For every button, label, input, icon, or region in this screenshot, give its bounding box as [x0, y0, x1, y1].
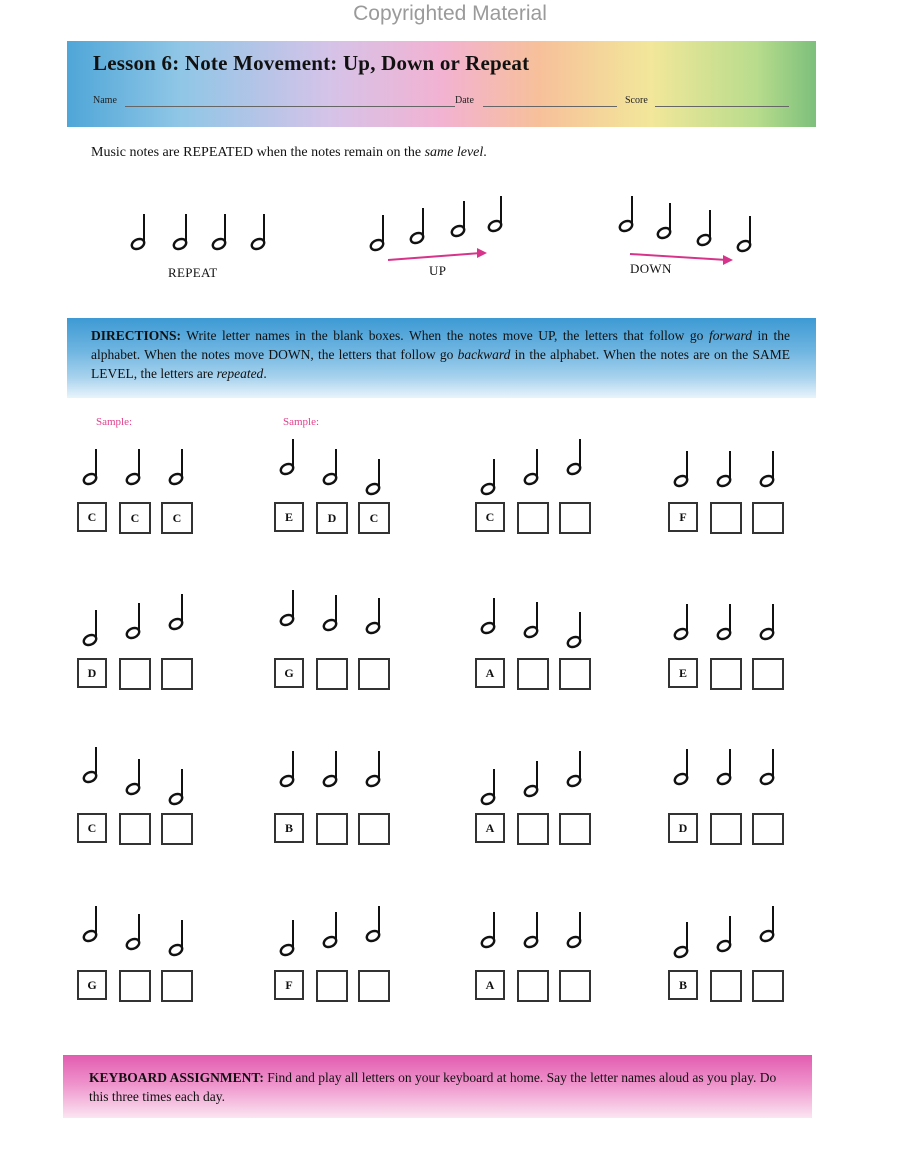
- exercise-note: [168, 769, 184, 806]
- exercise-note: [673, 749, 689, 786]
- letter-box: G: [274, 658, 304, 688]
- up-note: [409, 208, 425, 245]
- repeat-note: [211, 214, 227, 251]
- exercise-note: [279, 920, 295, 957]
- exercise-note: [168, 594, 184, 631]
- up-note: [369, 215, 385, 252]
- down-note: [656, 203, 672, 240]
- keyboard-assignment: KEYBOARD ASSIGNMENT: Find and play all letters on your keyboard at home. Say the letter names aloud as you play. Do this three times each day.: [63, 1055, 812, 1118]
- blank-answer-box[interactable]: [358, 658, 390, 690]
- blank-answer-box[interactable]: [559, 658, 591, 690]
- exercise-note: [716, 749, 732, 786]
- letter-box: C: [358, 502, 390, 534]
- blank-answer-box[interactable]: [316, 813, 348, 845]
- exercise-note: [168, 920, 184, 957]
- exercise-note: [322, 751, 338, 788]
- exercise-note: [322, 912, 338, 949]
- exercise-note: [82, 747, 98, 784]
- blank-answer-box[interactable]: [161, 970, 193, 1002]
- exercise-note: [480, 459, 496, 496]
- letter-box: E: [274, 502, 304, 532]
- exercise-note: [523, 449, 539, 486]
- exercise-note: [125, 759, 141, 796]
- exercise-note: [716, 604, 732, 641]
- letter-box: B: [668, 970, 698, 1000]
- blank-answer-box[interactable]: [517, 658, 549, 690]
- down-note: [736, 216, 752, 253]
- letter-box: C: [161, 502, 193, 534]
- exercise-note: [673, 604, 689, 641]
- letter-box: A: [475, 813, 505, 843]
- blank-answer-box[interactable]: [119, 813, 151, 845]
- down-note: [618, 196, 634, 233]
- blank-answer-box[interactable]: [358, 970, 390, 1002]
- blank-answer-box[interactable]: [358, 813, 390, 845]
- exercise-note: [322, 595, 338, 632]
- repeat-note: [130, 214, 146, 251]
- exercise-note: [716, 916, 732, 953]
- blank-answer-box[interactable]: [559, 970, 591, 1002]
- exercise-note: [523, 761, 539, 798]
- sample-label-2: Sample:: [283, 416, 320, 428]
- blank-answer-box[interactable]: [559, 813, 591, 845]
- letter-box: D: [668, 813, 698, 843]
- exercise-note: [168, 449, 184, 486]
- blank-answer-box[interactable]: [559, 502, 591, 534]
- date-label: Date: [455, 95, 474, 106]
- exercise-note: [279, 439, 295, 476]
- exercise-note: [759, 749, 775, 786]
- down-label: DOWN: [630, 261, 672, 276]
- exercise-note: [365, 598, 381, 635]
- blank-answer-box[interactable]: [517, 502, 549, 534]
- down-note: [696, 210, 712, 247]
- blank-answer-box[interactable]: [710, 970, 742, 1002]
- blank-answer-box[interactable]: [710, 813, 742, 845]
- blank-answer-box[interactable]: [752, 502, 784, 534]
- exercise-note: [279, 590, 295, 627]
- letter-box: D: [77, 658, 107, 688]
- blank-answer-box[interactable]: [710, 502, 742, 534]
- exercise-note: [365, 751, 381, 788]
- exercise-note: [566, 612, 582, 649]
- exercise-note: [566, 751, 582, 788]
- blank-answer-box[interactable]: [752, 970, 784, 1002]
- exercise-note: [125, 914, 141, 951]
- exercise-note: [279, 751, 295, 788]
- letter-box: F: [274, 970, 304, 1000]
- exercise-note: [82, 610, 98, 647]
- letter-box: A: [475, 970, 505, 1000]
- blank-answer-box[interactable]: [517, 970, 549, 1002]
- blank-answer-box[interactable]: [752, 658, 784, 690]
- repeat-label: REPEAT: [168, 265, 218, 280]
- up-label: UP: [429, 263, 447, 278]
- letter-box: C: [119, 502, 151, 534]
- exercise-note: [759, 451, 775, 488]
- letter-box: G: [77, 970, 107, 1000]
- exercise-note: [322, 449, 338, 486]
- down-arrow: [630, 254, 733, 265]
- exercise-note: [716, 451, 732, 488]
- exercise-note: [759, 604, 775, 641]
- sample-label-1: Sample:: [96, 416, 133, 428]
- exercise-note: [125, 603, 141, 640]
- exercise-note: [82, 906, 98, 943]
- watermark: Copyrighted Material: [353, 2, 547, 25]
- blank-answer-box[interactable]: [710, 658, 742, 690]
- letter-box: A: [475, 658, 505, 688]
- letter-box: D: [316, 502, 348, 534]
- blank-answer-box[interactable]: [161, 658, 193, 690]
- exercise-note: [480, 598, 496, 635]
- exercise-note: [480, 769, 496, 806]
- exercise-note: [125, 449, 141, 486]
- exercise-note: [566, 912, 582, 949]
- blank-answer-box[interactable]: [316, 658, 348, 690]
- exercise-note: [82, 449, 98, 486]
- letter-box: C: [475, 502, 505, 532]
- up-arrow: [388, 248, 487, 260]
- letter-box: B: [274, 813, 304, 843]
- exercise-note: [566, 439, 582, 476]
- letter-box: E: [668, 658, 698, 688]
- exercise-note: [365, 459, 381, 496]
- directions-box: DIRECTIONS: Write letter names in the blank boxes. When the notes move UP, the letters that follow go forward in the alphabet. When the notes move DOWN, the letters that follow go backward in the alphabet. When the notes are on the SAME LEVEL, the letters are repeated.: [67, 318, 816, 398]
- intro-text: Music notes are REPEATED when the notes remain on the same level.: [91, 145, 487, 160]
- letter-box: F: [668, 502, 698, 532]
- exercise-note: [673, 922, 689, 959]
- up-note: [450, 201, 466, 238]
- blank-answer-box[interactable]: [752, 813, 784, 845]
- blank-answer-box[interactable]: [161, 813, 193, 845]
- exercise-note: [365, 906, 381, 943]
- letter-box: C: [77, 502, 107, 532]
- score-label: Score: [625, 95, 648, 106]
- exercise-note: [523, 602, 539, 639]
- repeat-note: [172, 214, 188, 251]
- repeat-note: [250, 214, 266, 251]
- exercise-note: [673, 451, 689, 488]
- blank-answer-box[interactable]: [517, 813, 549, 845]
- letter-box: C: [77, 813, 107, 843]
- up-note: [487, 196, 503, 233]
- exercise-note: [523, 912, 539, 949]
- blank-answer-box[interactable]: [316, 970, 348, 1002]
- blank-answer-box[interactable]: [119, 970, 151, 1002]
- name-label: Name: [93, 95, 117, 106]
- lesson-title: Lesson 6: Note Movement: Up, Down or Repeat: [93, 51, 530, 75]
- blank-answer-box[interactable]: [119, 658, 151, 690]
- exercise-note: [480, 912, 496, 949]
- exercise-note: [759, 906, 775, 943]
